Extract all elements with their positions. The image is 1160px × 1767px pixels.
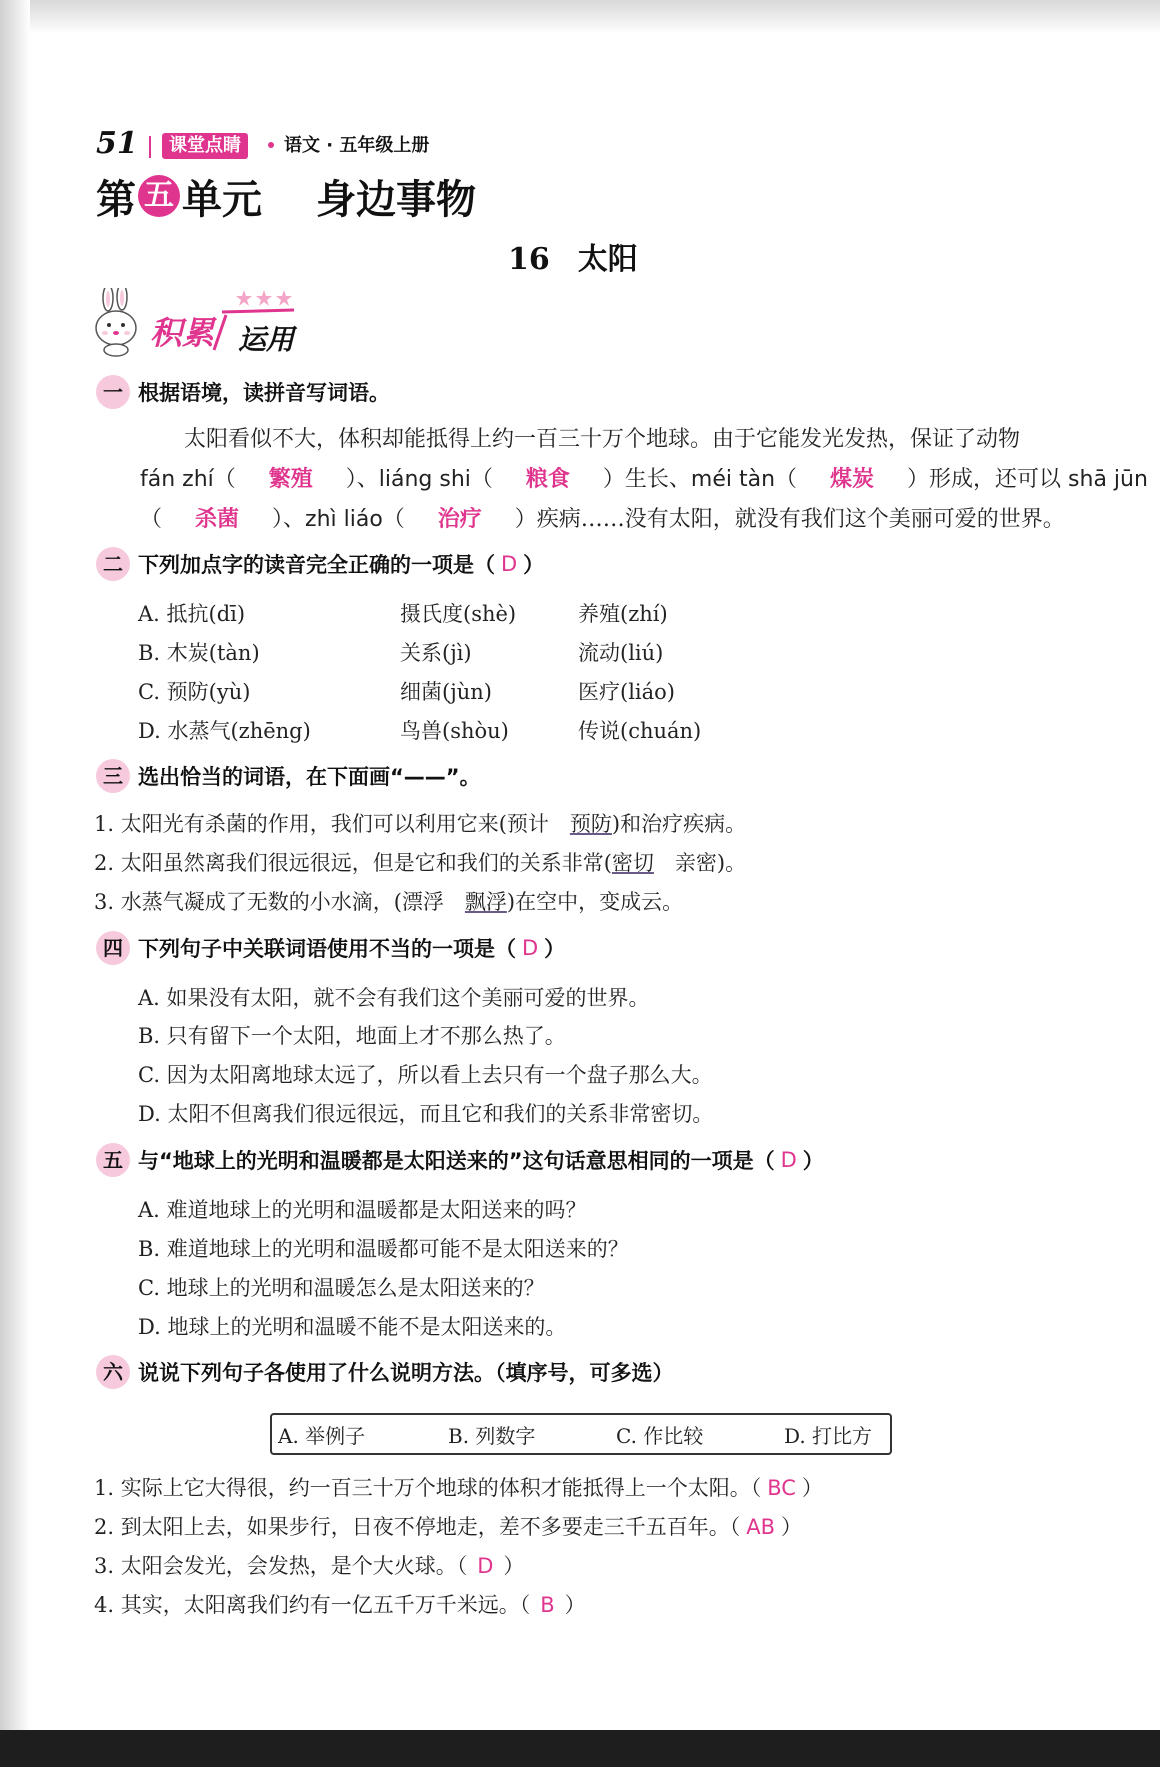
sentence-text: )在空中，变成云。 [506, 890, 684, 914]
unit-suffix: 单元 [182, 176, 262, 223]
header-divider [149, 136, 151, 158]
question-2-option-cell: 关系(jì) [400, 641, 472, 665]
unit-number-badge: 五 [138, 175, 180, 217]
question-prompt: 下列句子中关联词语使用不当的一项是（ [138, 937, 516, 961]
question-6-item-4 [94, 1589, 586, 1619]
unit-prefix: 第 [96, 176, 136, 223]
question-2-heading [96, 546, 544, 582]
sentence-text: 3. 水蒸气凝成了无数的小水滴，(漂浮 [94, 890, 465, 914]
lesson-number: 16 [508, 242, 550, 277]
unit-name: 身边事物 [316, 176, 476, 223]
question-prompt: 根据语境，读拼音写词语。 [138, 381, 390, 405]
question-2-option-cell: B. 木炭(tàn) [138, 641, 260, 665]
answer-blank: 治疗 [437, 507, 482, 532]
book-title: 语文 · 五年级上册 [284, 135, 430, 156]
page-shadow-top [0, 0, 1160, 34]
answer-blank: 煤炭 [830, 467, 875, 492]
close-paren: ） [781, 1515, 802, 1539]
question-prompt: 选出恰当的词语，在下面画“——”。 [138, 765, 481, 789]
question-prompt: 下列加点字的读音完全正确的一项是（ [138, 553, 495, 577]
sentence-text: 1. 太阳光有杀菌的作用，我们可以利用它来(预计 [94, 812, 570, 836]
underlined-choice: 飘浮 [464, 890, 507, 914]
question-number-badge: 二 [96, 547, 130, 581]
item-text: 1. 实际上它大得很，约一百三十万个地球的体积才能抵得上一个太阳。（ [94, 1476, 762, 1500]
question-6-item-1 [94, 1472, 823, 1502]
answer-text: D [501, 552, 518, 576]
passage-line-3 [140, 502, 1065, 533]
close-paren: ） [564, 1593, 586, 1617]
passage-tail: ）疾病……没有太阳，就没有我们这个美丽可爱的世界。 [514, 507, 1065, 532]
item-text: 3. 太阳会发光，会发热，是个大火球。（ [94, 1554, 468, 1578]
question-2-option-cell: 摄氏度(shè) [400, 602, 517, 626]
question-3-sentence-2 [94, 847, 746, 877]
close-paren: ） [802, 1149, 824, 1173]
question-number-badge: 六 [96, 1355, 130, 1389]
question-4-heading [96, 930, 565, 966]
answer-text: D [477, 1554, 494, 1578]
series-badge: 课堂点睛 [162, 133, 248, 159]
question-2-option-cell: 医疗(liáo) [578, 680, 675, 704]
question-4-option-a: A. 如果没有太阳，就不会有我们这个美丽可爱的世界。 [138, 986, 650, 1010]
item-text: 2. 到太阳上去，如果步行，日夜不停地走，差不多要走三千五百年。（ [94, 1515, 741, 1539]
answer-text: D [780, 1148, 797, 1172]
passage-line-2 [140, 462, 1148, 493]
question-number-badge: 一 [96, 375, 130, 409]
answer-text: AB [746, 1515, 775, 1539]
passage-line-1: 太阳看似不大，体积却能抵得上约一百三十万个地球。由于它能发光发热，保证了动物 [184, 427, 1021, 452]
unit-title [96, 168, 476, 224]
underlined-choice: 密切 [611, 851, 654, 875]
item-text: 4. 其实，太阳离我们约有一亿五千万千米远。（ [94, 1593, 531, 1617]
method-option-d: D. 打比方 [784, 1424, 873, 1448]
sentence-text: )和治疗疾病。 [611, 812, 747, 836]
answer-blank: 杀菌 [195, 507, 240, 532]
question-5-option-d: D. 地球上的光明和温暖不能不是太阳送来的。 [138, 1315, 567, 1339]
question-2-option-cell: 流动(liú) [578, 641, 664, 665]
open-paren: （ [140, 507, 163, 532]
question-number-badge: 五 [96, 1143, 130, 1177]
pinyin-text: fán zhí（ [140, 467, 236, 492]
question-4-option-b: B. 只有留下一个太阳，地面上才不那么热了。 [138, 1024, 566, 1048]
pinyin-text: ）生长、méi tàn（ [602, 467, 798, 492]
question-4-option-d: D. 太阳不但离我们很远很远，而且它和我们的关系非常密切。 [138, 1102, 714, 1126]
rabbit-icon [96, 288, 136, 356]
question-prompt: 与“地球上的光明和温暖都是太阳送来的”这句话意思相同的一项是（ [138, 1149, 775, 1173]
question-6-item-3 [94, 1550, 524, 1580]
question-2-option-cell: C. 预防(yù) [138, 680, 251, 704]
question-3-sentence-1 [94, 808, 746, 838]
close-paren: ） [523, 553, 545, 577]
banner-text-apply: 运用 [238, 323, 295, 356]
answer-blank: 繁殖 [268, 467, 313, 492]
question-2-option-cell: 传说(chuán) [578, 719, 702, 743]
close-paren: ） [801, 1476, 823, 1500]
star-icons [236, 290, 292, 306]
question-5-option-a: A. 难道地球上的光明和温暖都是太阳送来的吗？ [138, 1198, 587, 1222]
answer-text: B [540, 1593, 555, 1617]
banner-text-accumulate: 积累 [150, 314, 215, 352]
page-number: 51 [96, 126, 138, 161]
answer-text: BC [767, 1476, 796, 1500]
answer-text: D [522, 936, 539, 960]
question-prompt: 说说下列句子各使用了什么说明方法。（填序号，可多选） [138, 1361, 674, 1385]
question-2-option-cell: 鸟兽(shòu) [400, 719, 509, 743]
close-paren: ） [544, 937, 566, 961]
question-number-badge: 四 [96, 931, 130, 965]
question-1-heading [96, 374, 390, 410]
close-paren: ） [503, 1554, 525, 1578]
lesson-title [508, 234, 638, 278]
question-2-option-cell: 细菌(jùn) [400, 680, 492, 704]
pinyin-text: ）形成，还可以 shā jūn [907, 467, 1148, 492]
sentence-text: 亲密)。 [653, 851, 747, 875]
question-5-option-b: B. 难道地球上的光明和温暖都可能不是太阳送来的？ [138, 1237, 629, 1261]
header-dot [268, 142, 274, 148]
question-3-sentence-3 [94, 886, 683, 916]
question-number-badge: 三 [96, 759, 130, 793]
question-5-heading [96, 1142, 824, 1178]
sentence-text: 2. 太阳虽然离我们很远很远，但是它和我们的关系非常( [94, 851, 612, 875]
lesson-name: 太阳 [577, 242, 638, 277]
question-2-option-cell: A. 抵抗(dī) [138, 602, 246, 626]
question-3-heading [96, 758, 481, 794]
question-6-heading [96, 1354, 674, 1390]
pinyin-text: ）、liáng shi（ [345, 467, 493, 492]
answer-blank: 粮食 [525, 467, 570, 492]
method-option-a: A. 举例子 [278, 1424, 366, 1448]
question-2-option-cell: D. 水蒸气(zhēng) [138, 719, 311, 743]
question-6-item-2 [94, 1511, 802, 1541]
underlined-choice: 预防 [569, 812, 612, 836]
method-option-c: C. 作比较 [616, 1424, 704, 1448]
method-option-b: B. 列数字 [448, 1424, 536, 1448]
question-4-option-c: C. 因为太阳离地球太远了，所以看上去只有一个盘子那么大。 [138, 1063, 713, 1087]
question-2-option-cell: 养殖(zhí) [578, 602, 668, 626]
question-5-option-c: C. 地球上的光明和温暖怎么是太阳送来的？ [138, 1276, 545, 1300]
pinyin-text: ）、zhì liáo（ [272, 507, 405, 532]
page-shadow-left [0, 0, 30, 1730]
